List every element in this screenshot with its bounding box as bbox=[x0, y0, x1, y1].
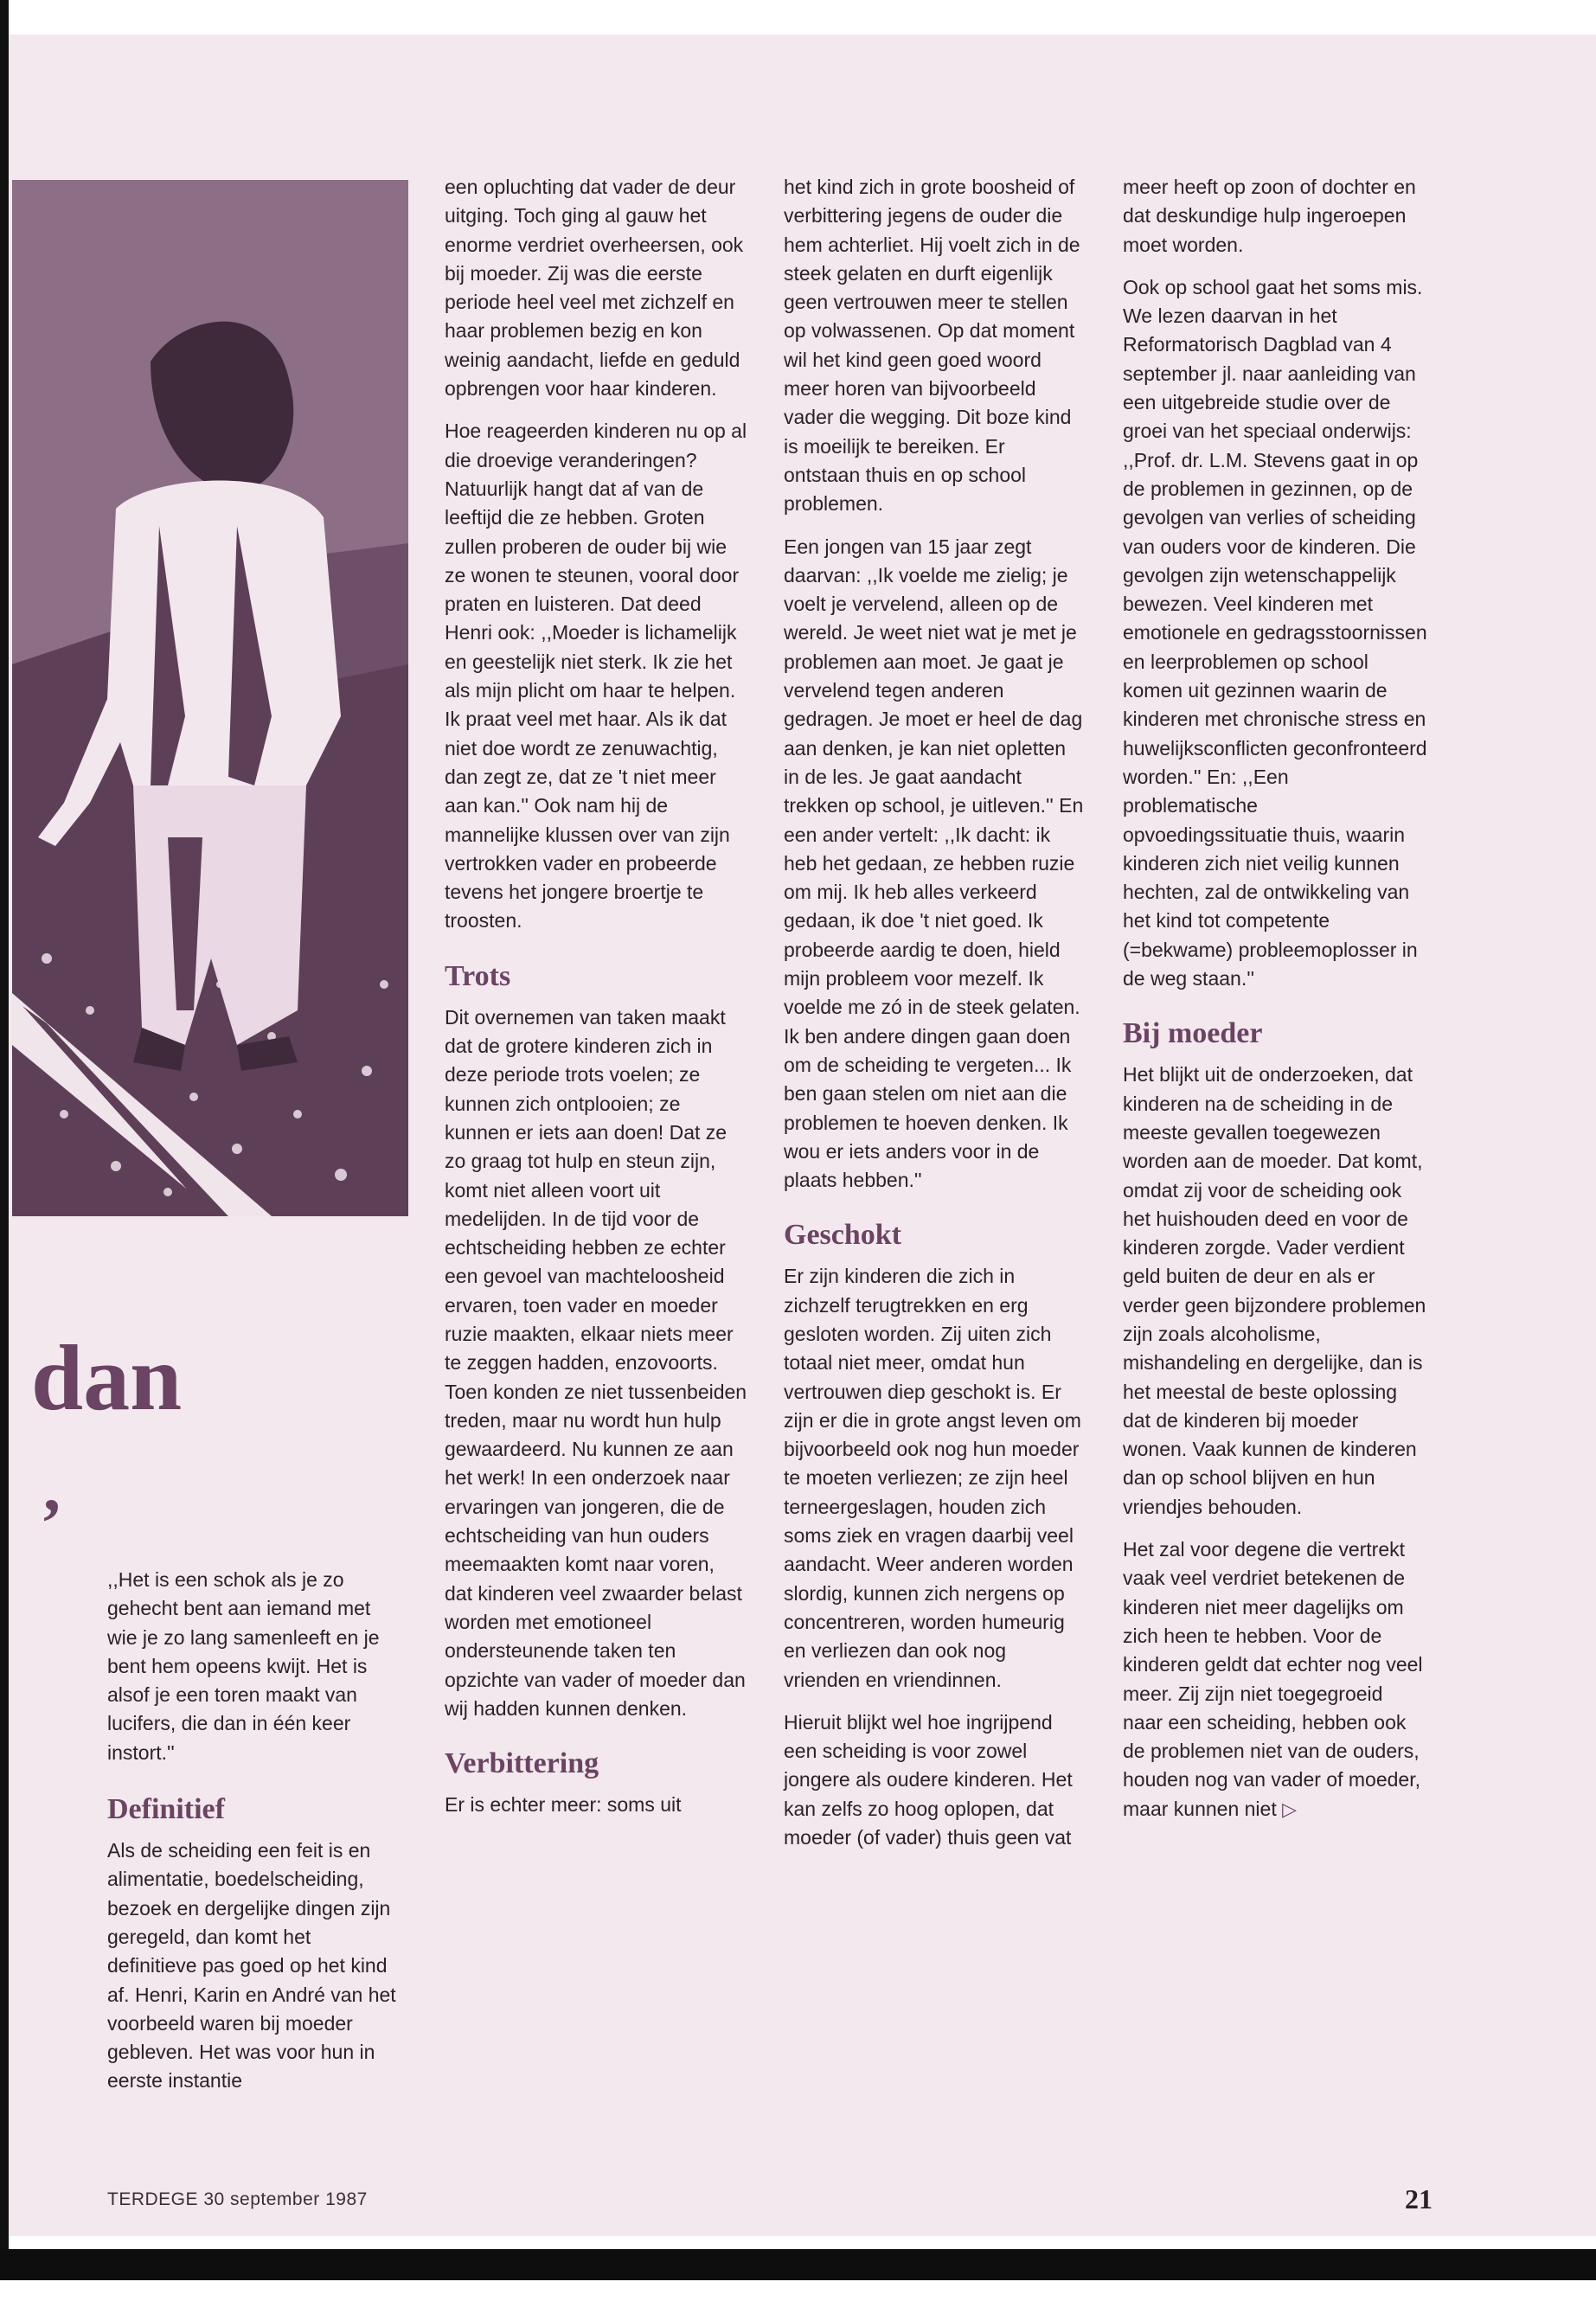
paragraph: Het blijkt uit de onderzoeken, dat kinderen na de scheiding in de meeste gevallen toegewezen worden aan de moeder. Dat komt, omdat zij voor de scheiding ook het huishouden deed en voor de kinderen zorgde. Vader verdient geld buiten de deur en als er verder geen bijzondere problemen zijn zoals alcoholisme, mishandeling en dergelijke, dan is het meestal de beste oplossing dat de kinderen bij moeder wonen. Vaak kunnen de kinderen dan op school blijven en hun vriendjes behouden. bbox=[1123, 1063, 1426, 1518]
paragraph: Er is echter meer: soms uit bbox=[445, 1793, 682, 1817]
page-number: 21 bbox=[1405, 2183, 1433, 2214]
scan-bottom-edge bbox=[0, 2249, 1596, 2280]
pull-quote: ,,Het is een schok als je zo gehecht bent aan iemand met wie je zo lang samenleeft en je bent hem opeens kwijt. Het is alsof je een toren maakt van lucifers, die dan in één keer instort.'' bbox=[107, 1568, 380, 1764]
paragraph: Ook op school gaat het soms mis. We lezen daarvan in het Reformatorisch Dagblad van 4 september jl. naar aanleiding van een uitgebreide studie over de groei van het speciaal onderwijs: ,,Prof. dr. L.M. Stevens gaat in op de problemen in gezinnen, op de gevolgen van verlies of scheiding van ouders voor de kinderen. Die gevolgen zijn wetenschappelijk bewezen. Veel kinderen met emotionele en gedragsstoornissen en leerproblemen op school komen uit gezinnen waarin de kinderen met chronische stress en huwelijksconflicten geconfronteerd worden.'' En: ,,Een problematische opvoedingssituatie thuis, waarin kinderen zich niet veilig kunnen hechten, zal de ontwikkeling van het kind tot competente (=bekwame) probleemoplosser in de weg staan.'' bbox=[1123, 275, 1427, 990]
photo-child-on-railway-tracks bbox=[12, 180, 408, 1216]
paragraph: meer heeft op zoon of dochter en dat deskundige hulp ingeroepen moet worden. bbox=[1123, 176, 1416, 256]
paragraph-with-continuation bbox=[1123, 1535, 1427, 1823]
subheading-definitief: Definitief bbox=[107, 1793, 225, 1826]
paragraph: Hieruit blijkt wel hoe ingrijpend een scheiding is voor zowel jongere als oudere kinderen. Het kan zelfs zo hoog oplopen, dat moeder (of vader) thuis geen vat bbox=[784, 1710, 1073, 1849]
paragraph: Er zijn kinderen die zich in zichzelf terugtrekken en erg gesloten worden. Zij uiten zich totaal niet meer, omdat hun vertrouwen diep geschokt is. Er zijn er die in grote angst leven om bijvoorbeeld ook nog hun moeder te moeten verliezen; ze zijn heel terneergeslagen, houden zich soms ziek en vragen daarbij veel aandacht. Weer anderen worden slordig, kunnen zich nergens op concentreren, worden humeurig en verliezen dan ook nog vrienden en vriendinnen. bbox=[784, 1265, 1081, 1691]
paragraph: Dit overnemen van taken maakt dat de grotere kinderen zich in deze periode trots voelen; ze kunnen zich ontplooien; ze kunnen er iets aan doen! Dat ze zo graag tot hulp en steun zijn, komt niet alleen voort uit medelijden. In de tijd voor de echtscheiding hebben ze echter een gevoel van machteloosheid ervaren, toen vader en moeder ruzie maakten, elkaar niets meer te zeggen hadden, enzovoorts. Toen konden ze niet tussenbeiden treden, maar nu wordt hun hulp gewaardeerd. Nu kunnen ze aan het werk! In een onderzoek naar ervaringen van jongeren, die de echtscheiding van hun ouders meemaakten komt naar voren, dat kinderen veel zwaarder belast worden met emotioneel ondersteunende taken ten opzichte van vader of moeder dan wij hadden kunnen denken. bbox=[445, 1005, 747, 1720]
paragraph: het kind zich in grote boosheid of verbittering jegens de ouder die hem achterliet. Hij voelt zich in de steek gelaten en durft eigenlijk geen vertrouwen meer te stellen op volwassenen. Op dat moment wil het kind geen goed woord meer horen van bijvoorbeeld vader die wegging. Dit boze kind is moeilijk te bereiken. Er ontstaan thuis en op school problemen. bbox=[784, 176, 1080, 516]
paragraph: Als de scheiding een feit is en alimentatie, boedelscheiding, bezoek en dergelijke dingen zijn geregeld, dan komt het definitieve pas goed op het kind af. Henri, Karin en André van het voorbeeld waren bij moeder gebleven. Het was voor hun in eerste instantie bbox=[107, 1839, 396, 2093]
subheading-verbittering: Verbittering bbox=[445, 1747, 599, 1780]
subheading-bij-moeder: Bij moeder bbox=[1123, 1017, 1263, 1050]
paragraph: een opluchting dat vader de deur uitging. Toch ging al gauw het enorme verdriet overheersen, ook bij moeder. Zij was die eerste periode heel veel met zichzelf en haar problemen bezig en kon weinig aandacht, liefde en geduld opbrengen voor haar kinderen. bbox=[445, 176, 744, 401]
subheading-trots: Trots bbox=[445, 959, 511, 992]
column-4 bbox=[1123, 173, 1427, 1837]
column-2 bbox=[445, 173, 747, 1833]
scan-left-edge bbox=[0, 0, 9, 2266]
continue-arrow-icon: ▷ bbox=[1282, 1798, 1298, 1820]
subheading-geschokt: Geschokt bbox=[784, 1219, 901, 1252]
paragraph: Een jongen van 15 jaar zegt daarvan: ,,Ik voelde me zielig; je voelt je vervelend, alleen op de wereld. Je weet niet wat je met je problemen aan moet. Je gaat je vervelend tegen anderen gedragen. Je moet er heel de dag aan denken, je kan niet opletten in de les. Je gaat aandacht trekken op school, je uitleven.'' En een ander vertelt: ,,Ik dacht: ik heb het gedaan, ze hebben ruzie om mij. Ik heb alles verkeerd gedaan, ik doe 't niet goed. Ik probeerde aardig te doen, hield mijn probleem voor mezelf. Ik voelde me zó in de steek gelaten. Ik ben andere dingen gaan doen om de scheiding te vergeten... Ik ben gaan stelen om niet aan die problemen te hoeven denken. Ik wou er iets anders voor in de plaats hebben.'' bbox=[784, 535, 1084, 1192]
paragraph: Hoe reageerden kinderen nu op al die droevige veranderingen? Natuurlijk hangt dat af van de leeftijd die ze hebben. Groten zullen proberen de ouder bij wie ze wonen te steunen, vooral door praten en luisteren. Dat deed Henri ook: ,,Moeder is lichamelijk en geestelijk niet sterk. Ik zie het als mijn plicht om haar te helpen. Ik praat veel met haar. Als ik dat niet doe wordt ze zenuwachtig, dan zegt ze, dat ze 't niet meer aan kan.'' Ook nam hij de mannelijke klussen over van zijn vertrokken vader en probeerde tevens het jongere broertje te troosten. bbox=[445, 420, 747, 933]
article-photo bbox=[12, 180, 408, 1216]
column-3 bbox=[784, 173, 1086, 1866]
headline-comma: , bbox=[43, 1450, 61, 1526]
column-1 bbox=[107, 1566, 398, 2110]
magazine-page bbox=[0, 35, 1596, 2236]
paragraph-text: Het zal voor degene die vertrekt vaak veel verdriet betekenen de kinderen niet meer dagelijks om zich heen te hebben. Voor de kinderen geldt dat echter nog veel meer. Zij zijn niet toegegroeid naar een scheiding, hebben ook de problemen niet van de ouders, houden nog van vader of moeder, maar kunnen niet bbox=[1123, 1538, 1423, 1820]
footer-magazine-date: TERDEGE 30 september 1987 bbox=[107, 2189, 368, 2209]
headline-fragment: dan bbox=[31, 1327, 183, 1430]
